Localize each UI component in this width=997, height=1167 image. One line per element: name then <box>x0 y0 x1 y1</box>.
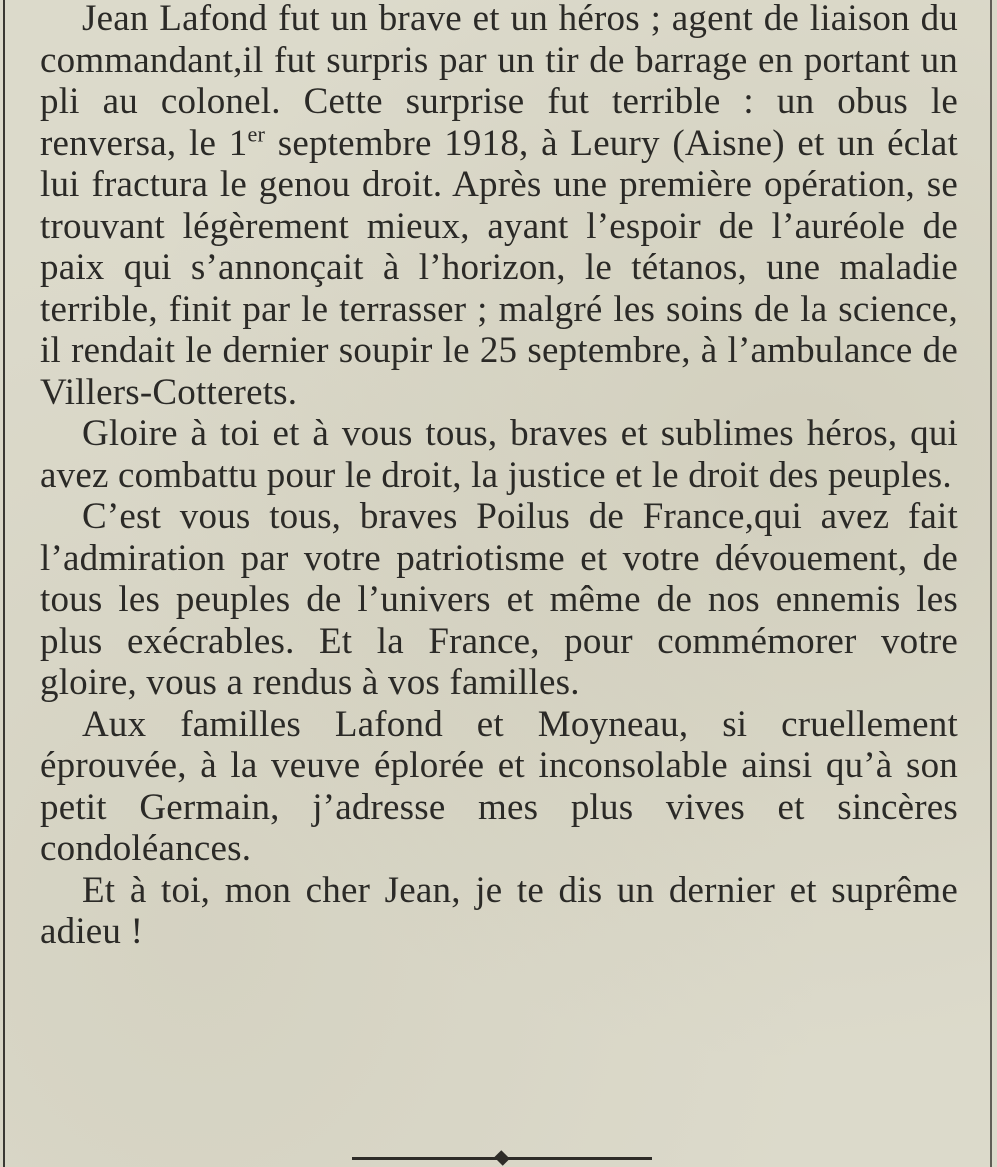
article-paragraph-5: Et à toi, mon cher Jean, je te dis un dernier et suprême adieu ! <box>40 869 958 952</box>
column-rule-right <box>990 0 992 1167</box>
article-paragraph-2: Gloire à toi et à vous tous, braves et sublimes héros, qui avez combattu pour le droit, la justice et le droit des peuples. <box>40 413 958 496</box>
column-rule-left <box>3 0 5 1167</box>
article-paragraph-3: C’est vous tous, braves Poilus de France,qui avez fait l’admiration par votre patriotisme et votre dévouement, de tous les peuples de l’univers et même de nos ennemis les plus exécrables. Et la France, pour commémorer votre gloire, vous a rendus à vos familles. <box>40 496 958 703</box>
divider-ornament <box>494 1150 510 1166</box>
article-paragraph-4: Aux familles Lafond et Moyneau, si cruellement éprouvée, à la veuve éplorée et inconsolable ainsi qu’à son petit Germain, j’adresse mes plus vives et sincères condoléances. <box>40 703 958 869</box>
obituary-article <box>40 0 958 953</box>
article-paragraph-1: Jean Lafond fut un brave et un héros ; agent de liaison du commandant,il fut surpris par un tir de barrage en portant un pli au colonel. Cette surprise fut terrible : un obus le renversa, le 1er septembre 1918, à Leury (Aisne) et un éclat lui fractura le genou droit. Après une première opération, se trouvant légèrement mieux, ayant l’espoir de l’auréole de paix qui s’annonçait à l’horizon, le tétanos, une maladie terrible, finit par le terrasser ; malgré les soins de la science, il rendait le dernier soupir le 25 septembre, à l’ambulance de Villers-Cotterets. <box>40 0 959 413</box>
